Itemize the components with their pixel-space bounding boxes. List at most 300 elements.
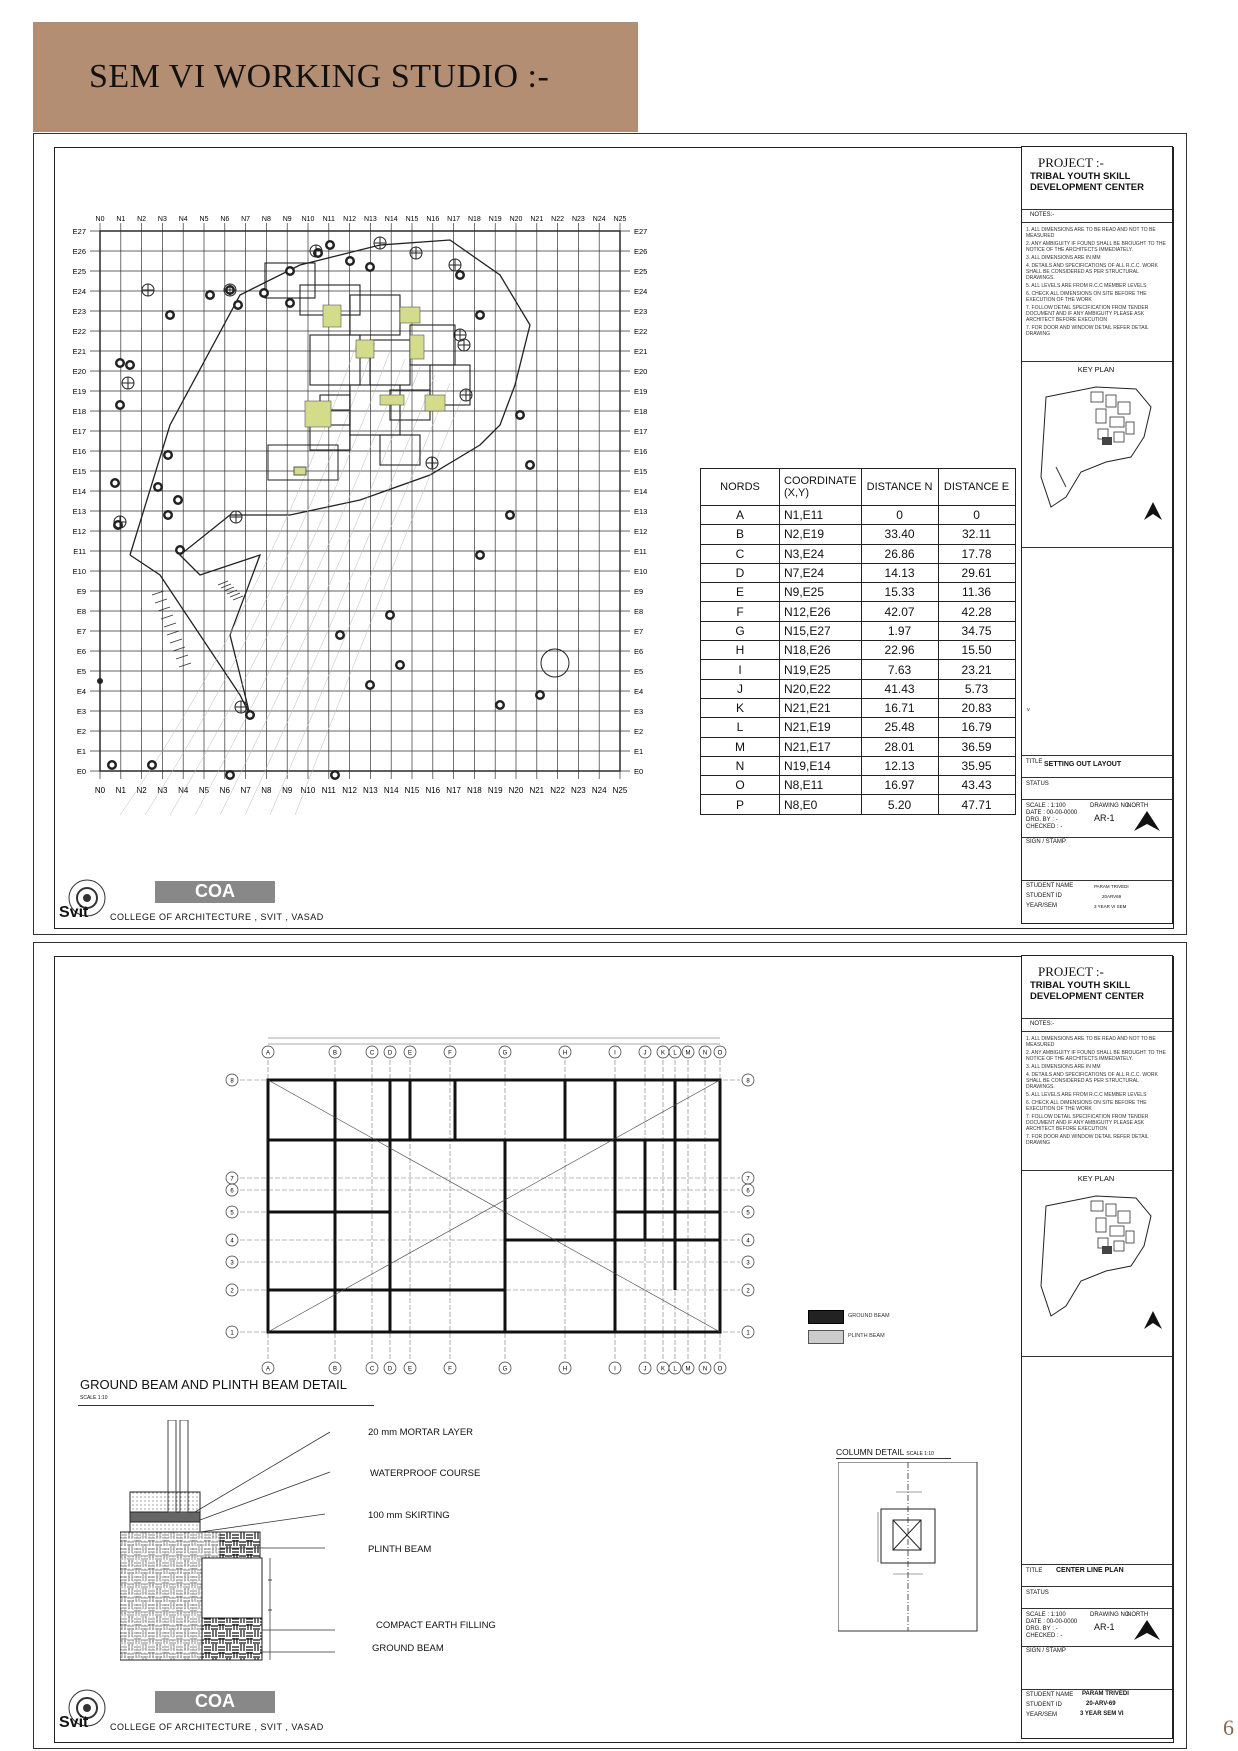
note: 7. FOR DOOR AND WINDOW DETAIL REFER DETAIL DRAWING xyxy=(1026,325,1149,337)
grid-label-e-right: E3 xyxy=(634,707,644,716)
table-cell: 26.86 xyxy=(861,544,938,563)
grid-label-n-top: N22 xyxy=(551,216,565,223)
table-cell: 0 xyxy=(861,506,938,525)
grid-bubble-label: L xyxy=(673,1050,677,1057)
table-header-row xyxy=(701,469,1016,506)
title-underline xyxy=(78,1405,374,1406)
table-cell: 22.96 xyxy=(861,641,938,660)
grid-label-e-right: E15 xyxy=(634,467,648,476)
grid-label-n: N6 xyxy=(219,786,230,795)
grid-bubble-label: 6 xyxy=(230,1188,234,1195)
grid-label-e: E19 xyxy=(72,387,86,396)
grid-bubble-label: 5 xyxy=(746,1210,750,1217)
title-underline xyxy=(836,1458,951,1459)
checked-text: CHECKED : - xyxy=(1026,1633,1063,1639)
grid-label-n: N1 xyxy=(115,786,126,795)
beam-label: 20 mm MORTAR LAYER xyxy=(368,1427,474,1438)
table-cell: P xyxy=(701,795,780,814)
table-row xyxy=(701,718,1016,737)
grid-bubble-label: F xyxy=(448,1050,452,1057)
grid-label-n: N4 xyxy=(178,786,189,795)
grid-label-e: E9 xyxy=(76,587,86,596)
divider xyxy=(1022,1689,1172,1690)
note: 1. ALL DIMENSIONS ARE TO BE READ AND NOT TO BE MEASURED xyxy=(1026,227,1156,239)
grid-label-e-right: E16 xyxy=(634,447,648,456)
grid-label-n: N17 xyxy=(446,786,461,795)
grid-label-n-top: N25 xyxy=(613,216,627,223)
grid-bubble-label: N xyxy=(702,1366,708,1373)
grid-label-e: E8 xyxy=(76,607,86,616)
table-row xyxy=(701,525,1016,544)
legend-ground-label: GROUND BEAM xyxy=(848,1313,890,1319)
table-cell: 5.20 xyxy=(861,795,938,814)
table-cell: N12,E26 xyxy=(780,602,862,621)
note: 7. FOR DOOR AND WINDOW DETAIL REFER DETAIL DRAWING xyxy=(1026,1134,1149,1146)
grid-label-n: N0 xyxy=(94,786,106,795)
landscape-block xyxy=(400,307,420,323)
building-block xyxy=(350,385,400,435)
table-cell: 7.63 xyxy=(861,660,938,679)
grid-label-e: E27 xyxy=(72,227,86,236)
grid-label-e-right: E9 xyxy=(634,587,644,596)
grid-bubble-label: 3 xyxy=(746,1260,750,1267)
table-cell: 17.78 xyxy=(938,544,1015,563)
student-id: 20-ARV-69 xyxy=(1086,1701,1116,1707)
beam-detail-title: GROUND BEAM AND PLINTH BEAM DETAIL xyxy=(80,1377,348,1392)
drg-by-text: DRG. BY : - xyxy=(1026,817,1058,823)
beam-label: 100 mm SKIRTING xyxy=(368,1510,450,1521)
grid-label-n: N21 xyxy=(529,786,545,795)
grid-label-n: N7 xyxy=(240,786,251,795)
table-header: COORDINATE (X,Y) xyxy=(780,469,862,506)
grid-label-e: E7 xyxy=(76,627,86,636)
grid-label-e-right: E18 xyxy=(634,407,648,416)
notes-list xyxy=(1026,227,1168,339)
grid-label-e-right: E0 xyxy=(634,767,644,776)
grid-bubble-label: G xyxy=(502,1366,508,1373)
grid-bubble-label: 4 xyxy=(746,1238,750,1245)
grid-bubble-label: J xyxy=(643,1366,647,1373)
grid-label-e-right: E13 xyxy=(634,507,648,516)
grid-label-n-top: N5 xyxy=(199,216,209,223)
grid-label-n-top: N16 xyxy=(426,216,440,223)
beam-label: WATERPROOF COURSE xyxy=(370,1468,481,1479)
grid-label-e: E5 xyxy=(76,667,86,676)
page-title: SEM VI WORKING STUDIO :- xyxy=(89,58,550,95)
grid-bubble-label: L xyxy=(673,1366,677,1373)
divider xyxy=(1022,222,1172,223)
grid-bubble-label: 1 xyxy=(746,1330,750,1337)
table-cell: A xyxy=(701,506,780,525)
checked-text: CHECKED : - xyxy=(1026,824,1063,830)
grid-bubble-label: 4 xyxy=(230,1238,234,1245)
table-row xyxy=(701,679,1016,698)
header-banner xyxy=(33,22,638,132)
project-name: TRIBAL YOUTH SKILL DEVELOPMENT CENTER xyxy=(1030,171,1145,193)
table-cell: 36.59 xyxy=(938,737,1015,756)
table-cell: 0 xyxy=(938,506,1015,525)
grid-bubble-label: 1 xyxy=(230,1330,234,1337)
sign-stamp-label: SIGN / STAMP xyxy=(1026,839,1066,845)
column-detail-drawing xyxy=(838,1462,978,1632)
table-row xyxy=(701,776,1016,795)
grid-label-n-top: N3 xyxy=(157,216,167,223)
grid-label-e: E24 xyxy=(72,287,86,296)
grid-label-e-right: E20 xyxy=(634,367,648,376)
divider xyxy=(1022,755,1172,756)
coa-logo: COA xyxy=(155,881,275,903)
key-plan-drawing xyxy=(1036,377,1156,517)
table-cell: N9,E25 xyxy=(780,583,862,602)
grid-label-n-top: N24 xyxy=(592,216,606,223)
date-text: DATE : 00-00-0000 xyxy=(1026,810,1078,816)
grid-bubble-label: 6 xyxy=(746,1188,750,1195)
grid-bubble-label: H xyxy=(562,1050,568,1057)
legend-ground-swatch xyxy=(808,1310,844,1324)
table-cell: I xyxy=(701,660,780,679)
table-cell: N19,E25 xyxy=(780,660,862,679)
note: 2. ANY AMBIGUITY IF FOUND SHALL BE BROUGHT TO THE NOTICE OF THE ARCHITECTS IMMEDIATELY. xyxy=(1026,1050,1166,1062)
grid-label-e: E10 xyxy=(72,567,86,576)
table-cell: 16.79 xyxy=(938,718,1015,737)
grid-bubble-label: E xyxy=(407,1050,413,1057)
table-row xyxy=(701,698,1016,717)
grid-bubble-label: 8 xyxy=(746,1078,750,1085)
beam-label: PLINTH BEAM xyxy=(368,1544,432,1555)
notes-heading: NOTES:- xyxy=(1030,212,1055,218)
table-cell: G xyxy=(701,621,780,640)
coa-logo: COA xyxy=(155,1691,275,1713)
date-text: DATE : 00-00-0000 xyxy=(1026,1619,1078,1625)
grid-label-n: N23 xyxy=(571,786,586,795)
grid-label-n-top: N21 xyxy=(530,216,544,223)
grid-label-e: E6 xyxy=(76,647,86,656)
grid-label-e-right: E5 xyxy=(634,667,644,676)
grid-bubble-label: A xyxy=(265,1050,271,1057)
yearsem: 3 YEAR SEM VI xyxy=(1080,1711,1124,1717)
divider xyxy=(1022,1586,1172,1587)
table-cell: N2,E19 xyxy=(780,525,862,544)
divider xyxy=(1022,777,1172,778)
grid-label-e: E2 xyxy=(76,727,86,736)
grid-label-n-top: N7 xyxy=(241,216,251,223)
grid-label-e: E21 xyxy=(72,347,86,356)
divider xyxy=(1022,1031,1172,1032)
note: 1. ALL DIMENSIONS ARE TO BE READ AND NOT TO BE MEASURED xyxy=(1026,1036,1156,1048)
scale-text: SCALE : 1:100 xyxy=(1026,803,1066,809)
grid-label-e-right: E7 xyxy=(634,627,644,636)
note: 4. DETAILS AND SPECIFICATIONS OF ALL R.C.C. WORK SHALL BE CONSIDERED AS PER STRUCTURAL DRAWINGS. xyxy=(1026,263,1158,281)
grid-label-n: N13 xyxy=(363,786,378,795)
yearsem-label: YEAR/SEM xyxy=(1026,1712,1058,1718)
student-name-label: STUDENT NAME xyxy=(1026,1692,1074,1698)
note: 6. CHECK ALL DIMENSIONS ON SITE BEFORE THE EXECUTION OF THE WORK xyxy=(1026,1100,1147,1112)
table-cell: N19,E14 xyxy=(780,756,862,775)
table-cell: 47.71 xyxy=(938,795,1015,814)
grid-label-n: N9 xyxy=(282,786,293,795)
grid-label-n: N5 xyxy=(198,786,210,795)
note: 6. CHECK ALL DIMENSIONS ON SITE BEFORE THE EXECUTION OF THE WORK xyxy=(1026,291,1147,303)
note: 5. ALL LEVELS ARE FROM R.C.C MEMBER LEVELS xyxy=(1026,283,1147,289)
north-arrow-icon xyxy=(1144,502,1162,522)
table-cell: 28.01 xyxy=(861,737,938,756)
landscape-block xyxy=(425,395,445,411)
table-cell: 43.43 xyxy=(938,776,1015,795)
grid-bubble-label: I xyxy=(614,1366,616,1373)
grid-label-e: E20 xyxy=(72,367,86,376)
status-label: STATUS xyxy=(1026,781,1049,787)
grid-bubble-label: J xyxy=(643,1050,647,1057)
divider xyxy=(1022,209,1172,210)
table-cell: N15,E27 xyxy=(780,621,862,640)
grid-label-n: N3 xyxy=(157,786,168,795)
table-cell: H xyxy=(701,641,780,660)
grid-label-n-top: N2 xyxy=(137,216,147,223)
table-cell: C xyxy=(701,544,780,563)
table-cell: 42.07 xyxy=(861,602,938,621)
grid-label-e-right: E2 xyxy=(634,727,644,736)
north-arrow-icon xyxy=(1134,1620,1160,1640)
site-marker-dot xyxy=(97,678,103,684)
drawing-no: AR-1 xyxy=(1094,1622,1115,1632)
grid-label-e: E26 xyxy=(72,247,86,256)
grid-bubble-label: 2 xyxy=(230,1288,234,1295)
table-cell: 29.61 xyxy=(938,563,1015,582)
grid-label-e: E14 xyxy=(72,487,86,496)
grid-bubble-label: A xyxy=(265,1366,271,1373)
table-cell: 15.33 xyxy=(861,583,938,602)
grid-bubble-label: M xyxy=(685,1366,691,1373)
divider xyxy=(1022,880,1172,881)
column-detail-title xyxy=(836,1447,934,1457)
note: 2. ANY AMBIGUITY IF FOUND SHALL BE BROUGHT TO THE NOTICE OF THE ARCHITECTS IMMEDIATELY. xyxy=(1026,241,1166,253)
table-cell: N21,E17 xyxy=(780,737,862,756)
student-name-label: STUDENT NAME xyxy=(1026,883,1074,889)
v-mark: v xyxy=(1027,707,1030,713)
grid-label-e: E0 xyxy=(76,767,86,776)
landscape-block xyxy=(323,305,341,327)
svit-wordmark: Svit xyxy=(59,904,89,921)
table-cell: 12.13 xyxy=(861,756,938,775)
grid-label-e: E4 xyxy=(76,687,86,696)
grid-label-n-top: N18 xyxy=(467,216,481,223)
grid-label-n-top: N12 xyxy=(343,216,357,223)
divider xyxy=(1022,799,1172,800)
setting-out-grid xyxy=(60,215,650,845)
legend-plinth-swatch xyxy=(808,1330,844,1344)
table-row xyxy=(701,641,1016,660)
table-cell: 16.71 xyxy=(861,698,938,717)
table-header: NORDS xyxy=(701,469,780,506)
grid-label-e: E18 xyxy=(72,407,86,416)
title-block-1 xyxy=(1021,146,1173,924)
table-cell: N xyxy=(701,756,780,775)
divider xyxy=(1022,1564,1172,1565)
grid-label-n-top: N6 xyxy=(220,216,230,223)
grid-label-e-right: E11 xyxy=(634,547,647,556)
key-plan-drawing xyxy=(1036,1186,1156,1326)
grid-label-e-right: E23 xyxy=(634,307,648,316)
table-row xyxy=(701,756,1016,775)
project-label: PROJECT :- xyxy=(1038,964,1104,979)
student-id-label: STUDENT ID xyxy=(1026,893,1062,899)
grid-bubble-label: C xyxy=(369,1050,375,1057)
grid-label-n-top: N20 xyxy=(509,216,523,223)
scale-text: SCALE : 1:100 xyxy=(1026,1612,1066,1618)
table-cell: N20,E22 xyxy=(780,679,862,698)
divider xyxy=(1022,1646,1172,1647)
table-row xyxy=(701,563,1016,582)
grid-bubble-label: I xyxy=(614,1050,616,1057)
divider xyxy=(1022,1018,1172,1019)
table-row xyxy=(701,602,1016,621)
drawing-no-label: DRAWING NO xyxy=(1090,803,1130,809)
student-name: PARAM TRIVEDI xyxy=(1094,884,1129,889)
notes-heading: NOTES:- xyxy=(1030,1021,1055,1027)
grid-bubble-label: 2 xyxy=(746,1288,750,1295)
table-cell: 14.13 xyxy=(861,563,938,582)
grid-label-e: E23 xyxy=(72,307,86,316)
landscape-block xyxy=(380,395,404,405)
grid-bubble-label: C xyxy=(369,1366,375,1373)
note: 3. ALL DIMENSIONS ARE IN MM xyxy=(1026,1064,1101,1070)
table-cell: 35.95 xyxy=(938,756,1015,775)
student-id-label: STUDENT ID xyxy=(1026,1702,1062,1708)
grid-label-e: E25 xyxy=(72,267,86,276)
sign-stamp-label: SIGN / STAMP xyxy=(1026,1648,1066,1654)
grid-label-n: N22 xyxy=(550,786,565,795)
notes-list xyxy=(1026,1036,1168,1148)
table-cell: 1.97 xyxy=(861,621,938,640)
grid-label-n: N2 xyxy=(136,786,147,795)
table-cell: J xyxy=(701,679,780,698)
building-block xyxy=(310,335,360,385)
title-block-2 xyxy=(1021,955,1173,1739)
grid-label-e-right: E12 xyxy=(634,527,648,536)
status-label: STATUS xyxy=(1026,1590,1049,1596)
column-detail-label: COLUMN DETAIL xyxy=(836,1447,905,1457)
column-detail-scale: SCALE 1:10 xyxy=(906,1451,934,1457)
yearsem: 3 YEAR VI SEM xyxy=(1094,904,1127,909)
grid-label-n: N8 xyxy=(261,786,272,795)
college-logo-1 xyxy=(55,876,355,926)
building-block xyxy=(380,435,420,465)
drawing-title: SETTING OUT LAYOUT xyxy=(1044,761,1122,768)
grid-label-n-top: N9 xyxy=(282,216,292,223)
grid-label-n: N10 xyxy=(300,786,316,795)
grid-label-e-right: E26 xyxy=(634,247,648,256)
grid-label-n-top: N15 xyxy=(405,216,419,223)
landscape-block xyxy=(356,340,374,358)
grid-label-e: E12 xyxy=(72,527,86,536)
beam-label: GROUND BEAM xyxy=(372,1643,444,1654)
table-cell: 5.73 xyxy=(938,679,1015,698)
table-cell: 42.28 xyxy=(938,602,1015,621)
grid-label-n: N24 xyxy=(591,786,607,795)
table-row xyxy=(701,506,1016,525)
divider xyxy=(1022,1356,1172,1357)
yearsem-label: YEAR/SEM xyxy=(1026,903,1058,909)
grid-bubble-label: M xyxy=(685,1050,691,1057)
grid-label-e-right: E19 xyxy=(634,387,648,396)
drg-by-text: DRG. BY : - xyxy=(1026,1626,1058,1632)
note: 4. DETAILS AND SPECIFICATIONS OF ALL R.C.C. WORK SHALL BE CONSIDERED AS PER STRUCTURAL DRAWINGS. xyxy=(1026,1072,1158,1090)
grid-bubble-label: O xyxy=(717,1366,723,1373)
table-cell: L xyxy=(701,718,780,737)
table-cell: N1,E11 xyxy=(780,506,862,525)
grid-bubble-label: O xyxy=(717,1050,723,1057)
table-row xyxy=(701,583,1016,602)
table-cell: N21,E21 xyxy=(780,698,862,717)
grid-label-n: N15 xyxy=(404,786,420,795)
table-cell: N3,E24 xyxy=(780,544,862,563)
divider xyxy=(1022,837,1172,838)
site-feature-circle xyxy=(541,649,569,677)
grid-label-n-top: N10 xyxy=(301,216,315,223)
building-block xyxy=(370,340,410,385)
grid-bubble-label: N xyxy=(702,1050,708,1057)
table-cell: 16.97 xyxy=(861,776,938,795)
table-cell: 32.11 xyxy=(938,525,1015,544)
grid-label-e-right: E21 xyxy=(634,347,648,356)
grid-label-n-top: N13 xyxy=(363,216,377,223)
student-name: PARAM TRIVEDI xyxy=(1082,1691,1129,1697)
grid-label-e-right: E14 xyxy=(634,487,648,496)
north-label: NORTH xyxy=(1127,803,1149,809)
drawing-no-label: DRAWING NO xyxy=(1090,1612,1130,1618)
grid-label-e-right: E24 xyxy=(634,287,648,296)
coordinate-table xyxy=(700,468,1016,815)
grid-bubble-label: B xyxy=(332,1366,338,1373)
grid-bubble-label: E xyxy=(407,1366,413,1373)
grid-label-n: N18 xyxy=(467,786,482,795)
grid-label-e-right: E10 xyxy=(634,567,648,576)
grid-label-e: E16 xyxy=(72,447,86,456)
grid-label-n: N14 xyxy=(383,786,399,795)
grid-label-e-right: E8 xyxy=(634,607,644,616)
table-cell: O xyxy=(701,776,780,795)
grid-label-n: N11 xyxy=(321,786,336,795)
north-arrow-icon xyxy=(1134,811,1160,831)
grid-bubble-label: 5 xyxy=(230,1210,234,1217)
grid-label-e: E17 xyxy=(72,427,86,436)
grid-label-n-top: N19 xyxy=(488,216,502,223)
grid-label-n-top: N1 xyxy=(116,216,126,223)
grid-label-e-right: E22 xyxy=(634,327,648,336)
grid-bubble-label: H xyxy=(562,1366,568,1373)
table-row xyxy=(701,795,1016,814)
grid-bubble-label: G xyxy=(502,1050,508,1057)
landscape-block xyxy=(305,401,331,427)
table-cell: M xyxy=(701,737,780,756)
table-cell: 41.43 xyxy=(861,679,938,698)
note: 3. ALL DIMENSIONS ARE IN MM xyxy=(1026,255,1101,261)
grid-label-e: E3 xyxy=(76,707,86,716)
svit-wordmark: Svit xyxy=(59,1714,89,1731)
grid-label-e-right: E1 xyxy=(634,747,644,756)
grid-label-n: N20 xyxy=(508,786,524,795)
college-name: COLLEGE OF ARCHITECTURE , SVIT , VASAD xyxy=(110,912,324,922)
grid-bubble-label: 7 xyxy=(230,1176,234,1183)
grid-label-e-right: E27 xyxy=(634,227,648,236)
grid-label-n: N19 xyxy=(487,786,503,795)
landscape-block xyxy=(294,467,306,475)
grid-bubble-label: B xyxy=(332,1050,338,1057)
table-cell: 33.40 xyxy=(861,525,938,544)
divider xyxy=(1022,547,1172,548)
table-header: DISTANCE E xyxy=(938,469,1015,506)
project-name: TRIBAL YOUTH SKILL DEVELOPMENT CENTER xyxy=(1030,980,1145,1002)
